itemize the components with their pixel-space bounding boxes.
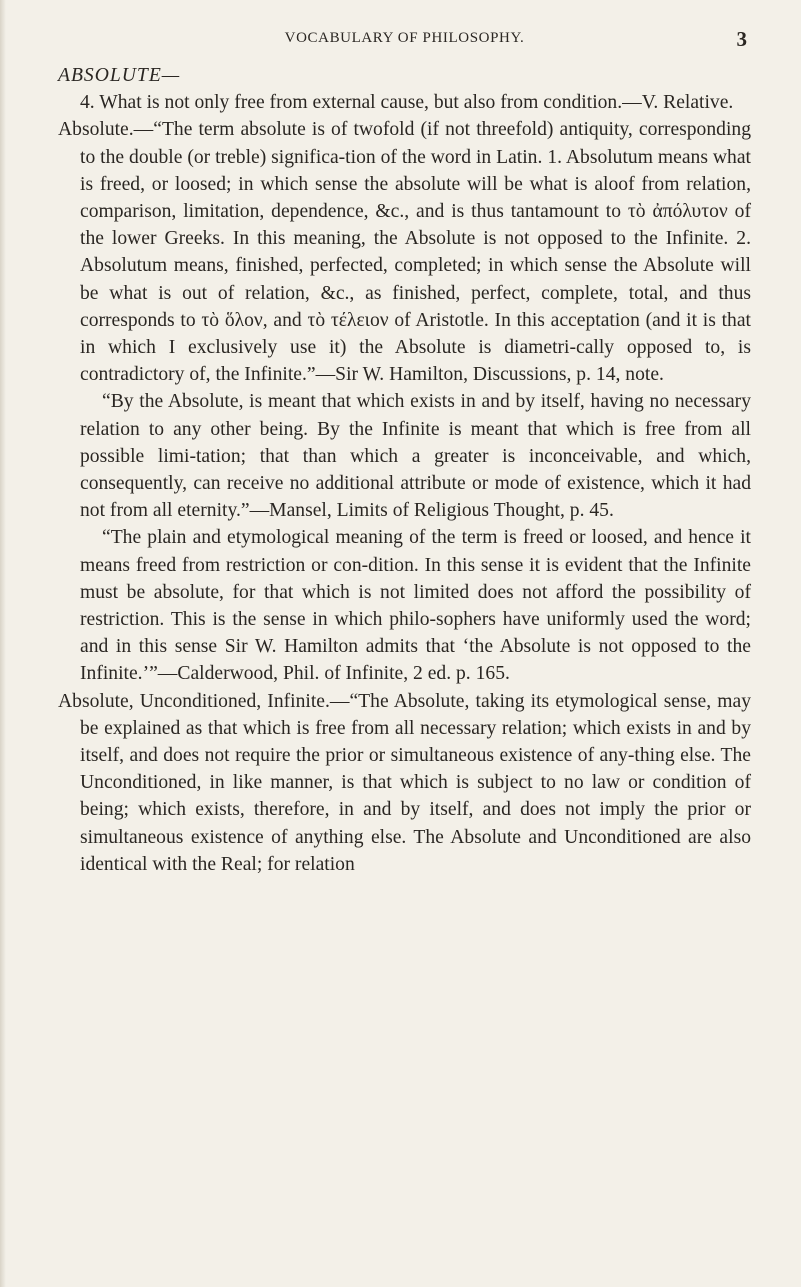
page-body <box>58 62 751 878</box>
running-title: VOCABULARY OF PHILOSOPHY. <box>284 30 525 46</box>
entry-heading: ABSOLUTE— <box>58 65 181 86</box>
entry-absolute-hamilton: Absolute.—“The term absolute is of twofold (if not threefold) antiquity, corresponding to the double (or treble) significa-tion of the word in Latin. 1. Absolutum means what is freed, or loosed; in which sense the absolute will be what is aloof from relation, comparison, limitation, dependence, &c., and is thus tantamount to τὸ ἀπόλυτον of the lower Greeks. In this meaning, the Absolute is not opposed to the Infinite. 2. Absolutum means, finished, perfected, completed; in which sense the Absolute will be what is out of relation, &c., as finished, perfect, complete, total, and thus corresponds to τὸ ὅλον, and τὸ τέλειον of Aristotle. In this acceptation (and it is that in which I exclusively use it) the Absolute is diametri-cally opposed to, is contradictory of, the Infinite.”—Sir W. Hamilton, Discussions, p. 14, note. <box>58 119 751 386</box>
quote-mansel: “By the Absolute, is meant that which exists in and by itself, having no necessary relation to any other being. By the Infinite is meant that which is free from all possible limi-tation; that than which a greater is inconceivable, and which, consequently, can receive no additional attribute or mode of existence, which it had not from all eternity.”—Mansel, Limits of Religious Thought, p. 45. <box>80 391 751 522</box>
definition-paragraph: 4. What is not only free from external cause, but also from condition.—V. Relative. <box>80 92 734 114</box>
page-number: 3 <box>736 27 747 51</box>
entry-absolute-unconditioned-infinite: Absolute, Unconditioned, Infinite.—“The Absolute, taking its etymological sense, may be explained as that which is free from all necessary relation; which exists in and by itself, and does not require the prior or simultaneous existence of any-thing else. The Unconditioned, in like manner, is that which is subject to no law or condition of being; which exists, therefore, in and by itself, and does not imply the prior or simultaneous existence of anything else. The Absolute and Unconditioned are also identical with the Real; for relation <box>58 690 751 875</box>
page-header <box>62 27 747 54</box>
quote-calderwood: “The plain and etymological meaning of the term is freed or loosed, and hence it means freed from restriction or con-dition. In this sense it is evident that the Infinite must be absolute, for that which is not limited does not afford the possibility of restriction. This is the sense in which philo-sophers have uniformly used the word; and in this sense Sir W. Hamilton admits that ‘the Absolute is not opposed to the Infinite.’”—Calderwood, Phil. of Infinite, 2 ed. p. 165. <box>80 527 751 685</box>
